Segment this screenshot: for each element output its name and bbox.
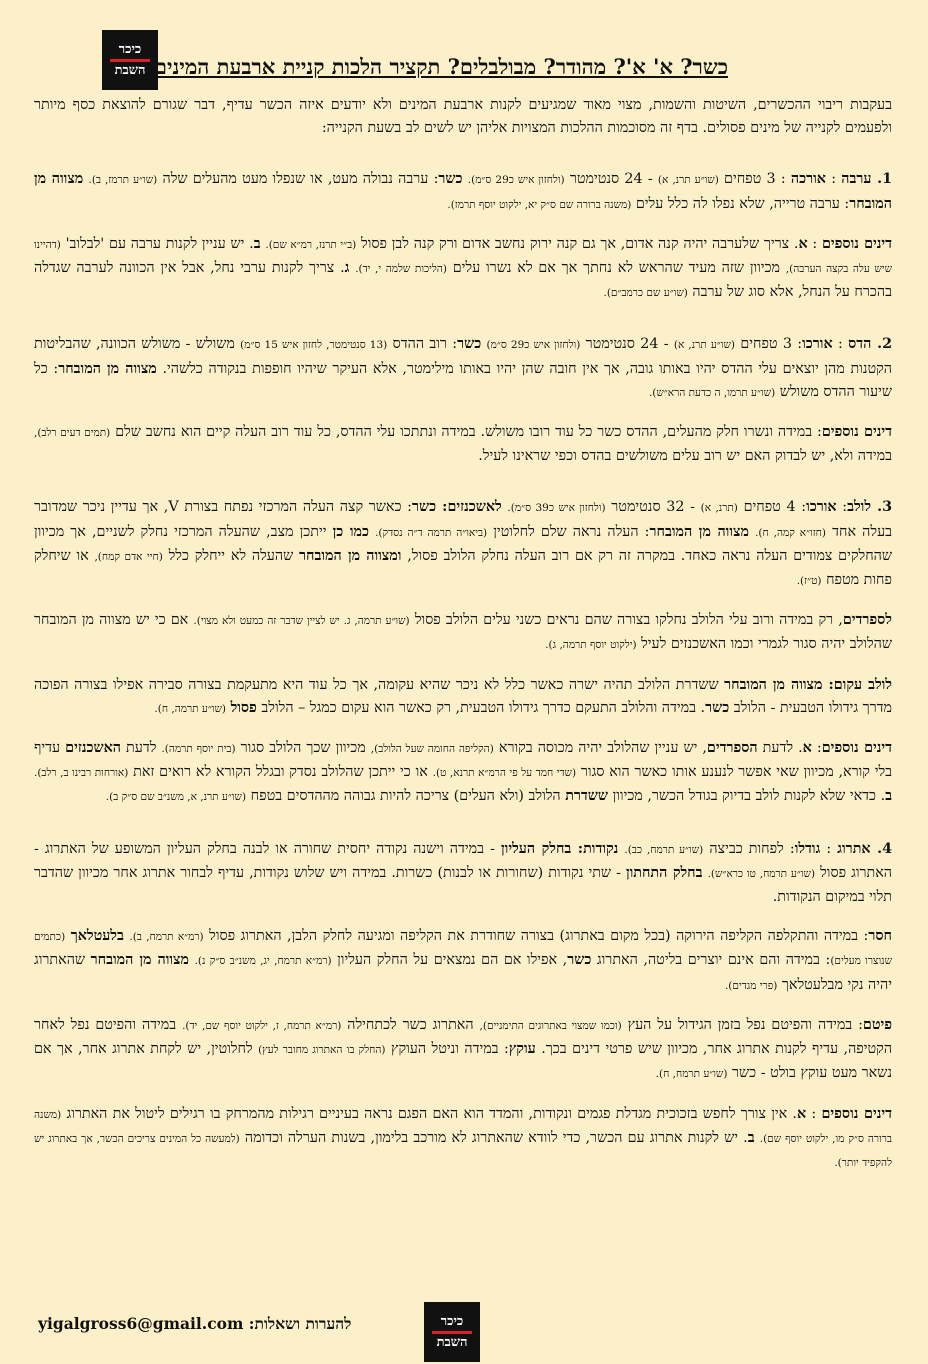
- arava-kosher-label: כשר: [438, 171, 463, 188]
- etrog-baletlach-text: : במידה והם אינם יוצרים בליטה, האתרוג: [596, 952, 831, 969]
- lulav-ashk-may-text2: שהעלה לא ייחלק כלל: [168, 547, 294, 564]
- lulav-extra-a-source4: (אורחות רבינו ב, רלב).: [34, 767, 129, 780]
- etrog-pitam-text2: האתרוג כשר לכתחילה: [347, 1016, 474, 1033]
- lulav-ashk-best-label: מצווה מן המובחר: [649, 523, 749, 540]
- etrog-pitam-source2: (רמ״א תרמח, ז, ילקוט יוסף שם, יד).: [182, 1019, 342, 1032]
- arava-best-label: מצווה מן המובחר: [34, 171, 892, 212]
- arava-extra-b-source: (דהיינו שיש עלה בקצה הערבה),: [34, 238, 893, 276]
- lulav-bent-paragraph: [34, 674, 892, 721]
- arava-extra-b-label: ב: [253, 235, 261, 252]
- lulav-extra-a-text: . לדעת: [762, 740, 803, 757]
- etrog-baletlach-best-label: מצווה מן המובחר: [90, 952, 189, 969]
- lulav-bent-source: (שו״ע תרמה, ח).: [154, 702, 227, 715]
- lulav-extra-b-text: . כדאי שלא לקנות לולב בדיוק בגודל הכשר, מכיוון: [612, 788, 886, 805]
- etrog-okets-label: עוקץ: [508, 1041, 536, 1058]
- page-title: כשר? א' א'? מהודר? מבולבלים? תקציר הלכות קניית ארבעת המינים:: [146, 54, 728, 79]
- etrog-pitam-paragraph: [34, 1014, 892, 1087]
- hadas-kosher-text2: משולש - משולש הכוונה, שהבליטות הקטנות מהן יוצאים עלי ההדס יהיו באותו גובה, אך אין חובה שהן יהיו באותו מילימטר, אלא העיקר שיהיו חופפות בנקודה כלשהי.: [34, 336, 892, 377]
- etrog-extra-a-text: . אין צורך לחפש בזכוכית מגדלת פגמים ונקודות, והמדד הוא האם הפגם נראה בעיניים רגילות מהמרחק בו רגילים ליטול את האתרוג: [66, 1105, 797, 1122]
- hadas-paragraph: 2. הדס : אורכו: 3 טפחים (שו״ע תרנ, א) - 24 סנטימטר (ולחזון איש כ29 ס״מ) כשר: רוב ההדס (13 סנטימטר, לחזון איש 15 ס״מ) משולש - משולש הכוונה, שהבליטות הקטנות מהן יוצאים עלי ההדס יהיו באותו גובה, אך אין חובה שהן יהיו באותו מילימטר, אלא העיקר שיהיו חופפות בנקודה כלשהי. מצווה מן המובחר: כל שיעור ההדס משולש (שו״ע תרמו, ה כדעת הרא״ש).: [34, 336, 893, 400]
- lulav-seph-text2: אם כי יש מצווה מן המובחר שהלולב יהיה סגור לגמרי וכמו האשכנזים לעיל: [34, 612, 892, 653]
- lulav-extra-paragraph: דינים נוספים: א. לדעת הספרדים, יש עניין שהלולב יהיה מכוסה בקורא (הקליפה החומה שעל הלולב), מכיוון שכך הלולב סגור (בית יוסף תרמה). לדעת האשכנזים עדיף בלי קורא, מכיוון שאי אפשר לנענע אותו כאשר הוא סגור (שדי חמד על פי הרמ״א תרנא, ט). או כי ייתכן שהלולב נסדק ובגלל הקורא לא רואים זאת (אורחות רבינו ב, רלב). ב. כדאי שלא לקנות לולב בדיוק בגודל הכשר, מכיוון ששדרת הלולב (ולא העלים) צריכה להיות גבוהה מההדסים בטפח (שו״ע תרנ, א, משנ״ב שם ס״ק ב).: [34, 740, 893, 805]
- lulav-paragraph: 3. לולב: אורכו: 4 טפחים (תרנ, א) - 32 סנטימטר (ולחזון איש כ39 ס״מ). לאשכנזים: כשר: כאשר קצה העלה המרכזי נפתח בצורת V, אך עדיין ניכר שמדובר בעלה אחד (חזו״א קמה, ח). מצווה מן המובחר: העלה נראה שלם לחלוטין (ביאו״ה תרמה ד״ה נסדק). כמו כן ייתכן מצב, שהעלה המרכזי נחלק לשניים, אך מכיוון שהחלקים צמודים העלה נראה כאחד. במקרה זה רק אם רוב העלה נחלק הלולב פסול, ומצווה מן המובחר שהעלה לא ייחלק כלל (חיי אדם קמח), או שיחלק פחות מטפח (ט״ז).: [34, 499, 893, 589]
- lulav-length-text: : 4 טפחים: [743, 499, 807, 516]
- arava-kosher-source: (שו״ע תרמז, ב).: [88, 174, 158, 187]
- lulav-ashk-may-text: ייתכן מצב, שהעלה המרכזי נחלק לשניים, אך מכיוון שהחלקים צמודים העלה נראה כאחד. במקרה זה רק אם רוב העלה נחלק הלולב פסול,: [34, 523, 893, 564]
- etrog-pitam-text: : במידה והפיטם נפל בזמן הגידול על העץ: [627, 1016, 863, 1033]
- hadas-kosher-source: (13 סנטימטר, לחזון איש 15 ס״מ): [240, 339, 388, 352]
- etrog-okets-source: (החלק בו האתרוג מחובר לעץ): [258, 1044, 386, 1057]
- lulav-extra-a-ashk: האשכנזים: [65, 740, 121, 757]
- arava-kosher-text: : ערבה נבולה מעט, או שנפלו מעט מהעלים שלה: [162, 171, 439, 188]
- footer-contact: [38, 1314, 351, 1334]
- hadas-heading: 2. הדס: [848, 336, 893, 353]
- arava-length-cm-source: (ולחזון איש כ29 ס״מ).: [467, 174, 565, 187]
- lulav-bent-text2: . במידה והלולב התעקם כדרך גידולו הטבעית, רק כאשר הוא עקום כמגל – הלולב: [261, 699, 706, 716]
- lulav-seph-source2: (ילקוט יוסף תרמה, ג).: [545, 639, 637, 652]
- lulav-extra-b-text2: הלולב (ולא העלים) צריכה להיות גבוהה מההדסים בטפח: [250, 788, 561, 805]
- arava-length-text: 3 טפחים: [724, 171, 776, 188]
- arava-extra-label: דינים נוספים: [821, 235, 893, 252]
- lulav-seph-label: לספרדים: [842, 612, 892, 629]
- document-body: [34, 94, 892, 1191]
- hadas-length-label: אורכו: [802, 336, 833, 353]
- hadas-extra-paragraph: [34, 421, 892, 468]
- etrog-baletlach-source2: (רמ״א תרמח, יג, משנ״ב ס״ק נ).: [194, 955, 332, 968]
- lulav-extra-a-text6: או כי ייתכן שהלולב נסדק ובגלל הקורא לא רואים זאת: [133, 764, 428, 781]
- etrog-extra-a-label: א: [796, 1105, 807, 1122]
- etrog-lower-text: - שתי נקודות (שחורות או לבנות) כשרות. במידה ויש שלוש נקודות, עדיף לבחור אתרוג אחר מכיוון שהדבר תלוי במיקום הנקודות.: [34, 864, 892, 906]
- hadas-extra-text2: במידה ולא, יש לבדוק האם יש רוב עלים משולשים בהדס וכפי שראינו לעיל.: [478, 448, 892, 465]
- lulav-length-cm-source: (ולחזון איש כ39 ס״מ).: [507, 502, 606, 515]
- arava-extra-b-text2: מכיוון שזה מעיד שהראש לא נחתך אך אם לא נשרו עלים: [452, 260, 780, 277]
- etrog-baletlach-label: בלעטלאך: [70, 928, 124, 945]
- etrog-extra-b-source: (למעשה כל המינים צריכים הכשר, אך באתרוג יש להקפיד יותר).: [34, 1132, 892, 1169]
- etrog-size-source: (שו״ע תרמח, כב).: [624, 843, 704, 856]
- arava-heading: 1. ערבה: [841, 171, 893, 188]
- logo-footer-divider: [432, 1331, 472, 1334]
- kikar-hashabat-logo-footer: [424, 1302, 480, 1362]
- hadas-length-cm-source: (ולחזון איש כ29 ס״מ): [486, 339, 581, 352]
- etrog-lower-label: בחלק התחתון: [625, 864, 703, 881]
- lulav-ashk-best-text: : העלה נראה שלם לחלוטין: [493, 523, 650, 540]
- etrog-dots-text: - במידה וישנה נקודה יחסית שחורה או לבנה בחלק העליון המשופע של האתרוג - האתרוג פסול: [34, 840, 893, 881]
- intro-paragraph: בעקבות ריבוי ההכשרים, השיטות והשמות, מצוי מאוד שמגיעים לקנות ארבעת המינים ולא יודעים איזה הכשר עדיף, דבר שגורם להוצאת כסף מיותר ולפעמים לקנייה של מינים פסולים. בדף זה מסוכמות ההלכות המצויות אליהן יש לשים לב בשעת הקנייה:: [34, 97, 892, 137]
- arava-extra-b-source2: (הליכות שלמה י, יד).: [355, 263, 447, 276]
- arava-length-cm: - 24 סנטימטר: [569, 171, 653, 188]
- arava-extra-c-text: צריך לקנות ערבי נחל, אבל אין הכוונה לערבה שגדלה בהכרח על הנחל, אלא סוג של ערבה: [34, 260, 892, 301]
- hadas-length-cm: - 24 סנטימטר: [585, 336, 669, 353]
- lulav-ashk-label: לאשכנזים: כשר: [411, 499, 502, 516]
- etrog-baletlach-best-source: (פרי מגדים).: [724, 979, 778, 992]
- lulav-bent-pasul: פסול: [230, 699, 257, 716]
- lulav-extra-a-text3: מכיוון שכך הלולב סגור: [240, 740, 366, 757]
- etrog-dots-source: (שו״ע תרמח, טו כרא״ש).: [707, 867, 816, 880]
- lulav-ashk-source: (חזו״א קמה, ח).: [755, 526, 826, 539]
- etrog-paragraph: 4. אתרוג : גודלו: לפחות כביצה (שו״ע תרמח, כב). נקודות: בחלק העליון - במידה וישנה נקודה יחסית שחורה או לבנה בחלק העליון המשופע של האתרוג - האתרוג פסול (שו״ע תרמח, טו כרא״ש). בחלק התחתון - שתי נקודות (שחורות או לבנות) כשרות. במידה ויש שלוש נקודות, עדיף לבחור אתרוג אחר מכיוון שהדבר תלוי במיקום הנקודות.: [34, 840, 893, 906]
- arava-extra-a-source: (ב״י תרנז, רמ״א שם).: [265, 238, 357, 251]
- etrog-okets-source2: (שו״ע תרמח, ח).: [655, 1068, 728, 1081]
- hadas-extra-text: : במידה ונשרו חלק מהעלים, ההדס כשר כל עוד רובו משולש. במידה ונתתכו עלי ההדס, כל עוד רוב העלה קיים הוא נחשב שלם: [115, 424, 822, 441]
- lulav-extra-a-source2: (בית יוסף תרמה).: [161, 743, 236, 756]
- lulav-extra-a-source3: (שדי חמד על פי הרמ״א תרנא, ט).: [432, 767, 577, 780]
- lulav-seph-source: (שו״ע תרמה, ג. יש לציין שדבר זה כמעט ולא מצוי).: [193, 615, 410, 628]
- lulav-extra-b-spine: ששדרת: [565, 788, 609, 805]
- etrog-heading: 4. אתרוג: [837, 840, 893, 857]
- etrog-extra-b-text: . יש לקנות אתרוג עם הכשר, כדי לוודא שהאתרוג לא מורכב בלימון, בשנות הערלה וכדומה: [244, 1129, 748, 1146]
- lulav-length-source: (תרנ, א): [700, 502, 738, 515]
- etrog-missing-source: (רמ״א תרמח, ב).: [129, 931, 204, 944]
- arava-extra-c-source: (שו״ע שם כרמב״ם).: [603, 287, 688, 300]
- hadas-kosher-text: : רוב ההדס: [392, 336, 458, 353]
- etrog-baletlach-text2: , אפילו אם הם נמצאים על החלק העליון: [337, 952, 568, 969]
- lulav-sephardim-paragraph: [34, 609, 892, 657]
- lulav-extra-a-label: א: [802, 740, 812, 757]
- etrog-size-text: : לפחות כביצה: [709, 840, 795, 857]
- lulav-length-cm: - 32 סנטימטר: [611, 499, 695, 516]
- footer-label: להערות ושאלות:: [248, 1314, 352, 1333]
- etrog-dots-label: נקודות: בחלק העליון: [501, 840, 619, 857]
- etrog-okets-text2: לחלוטין, יש לקחת אתרוג אחר, אך אם נשאר מעט עוקץ בולט - כשר: [34, 1041, 892, 1082]
- hadas-extra-source: (תמים דעים רלב),: [34, 427, 111, 440]
- lulav-ashk-best-source: (ביאו״ה תרמה ד״ה נסדק).: [375, 526, 488, 539]
- etrog-baletlach-best-text: שהאתרוג יהיה נקי מבלעטלאך: [34, 952, 892, 993]
- etrog-baletlach-source: (כתמים שנוצרו מעלים): [34, 931, 893, 968]
- arava-extra-b-text: יש עניין לקנות ערבה עם 'לבלוב': [65, 235, 245, 252]
- footer-email-link[interactable]: yigalgross6@gmail.com: [38, 1314, 244, 1333]
- lulav-bent-text: ששדרת הלולב תהיה ישרה כאשר כלל לא ניכר שהיא עקומה, אך כל עוד היא מתעקמת בצורה סבירה אפילו בצורה הפוכה מדרך גידולו הטבעית - הלולב: [34, 676, 892, 716]
- arava-length-label: אורכה: [790, 171, 826, 188]
- arava-extra-c-label: ג: [344, 260, 350, 277]
- etrog-pitam-source: (וכמו שמצוי באתרוגים התימניים),: [479, 1019, 622, 1032]
- etrog-size-label: גודלו: [794, 840, 821, 857]
- etrog-extra-b-label: ב: [747, 1129, 755, 1146]
- etrog-missing-paragraph: [34, 925, 892, 998]
- logo-footer-line-2: השבת: [436, 1334, 468, 1350]
- lulav-length-label: אורכו: [806, 499, 837, 516]
- etrog-baletlach-kosher: כשר: [567, 952, 592, 969]
- lulav-extra-a-text4: לדעת: [126, 740, 157, 757]
- etrog-extra-label: דינים נוספים: [821, 1105, 892, 1122]
- etrog-okets-text: : במידה וניטל העוקץ: [391, 1041, 509, 1058]
- hadas-best-source: (שו״ע תרמו, ה כדעת הרא״ש).: [648, 386, 776, 399]
- lulav-extra-a-seph: הספרדים: [706, 740, 758, 757]
- lulav-seph-text: , רק במידה ורוב עלי הלולב נחלקו בצורה שהם נראים כשני עלים הלולב פסול: [414, 612, 843, 629]
- arava-extra-a-text: צריך שלערבה יהיה קנה אדום, אך גם קנה ירוק נחשב אדום ורק קנה לבן פסול: [361, 235, 790, 252]
- hadas-extra-label: דינים נוספים: [821, 424, 893, 441]
- hadas-best-text: : כל שיעור ההדס משולש: [34, 360, 892, 400]
- lulav-ashk-may-source2: (ט״ז).: [796, 575, 822, 588]
- lulav-extra-a-text5: עדיף בלי קורא, מכיוון שאי אפשר לנענע אותו כאשר הוא סגור: [34, 740, 893, 781]
- etrog-pitam-text3: במידה והפיטם נפל לאחר הקטיפה, עדיף לקנות אתרוג אחר, מכיוון שיש פרטי דינים בכך.: [34, 1016, 893, 1058]
- lulav-extra-b-source: (שו״ע תרנ, א, משנ״ב שם ס״ק ב).: [105, 791, 247, 804]
- hadas-best-label: מצווה מן המובחר: [58, 360, 157, 377]
- lulav-ashk-may-text3: או שיחלק פחות מטפח: [34, 547, 892, 589]
- lulav-extra-b-label: ב: [885, 788, 892, 805]
- etrog-extra-paragraph: דינים נוספים : א. אין צורך לחפש בזכוכית מגדלת פגמים ונקודות, והמדד הוא האם הפגם נראה בעיניים רגילות מהמרחק בו רגילים ליטול את האתרוג (משנה ברורה ס״ק מו, ילקוט יוסף שם). ב. יש לקנות אתרוג עם הכשר, כדי לוודא שהאתרוג לא מורכב בלימון, בשנות הערלה וכדומה (למעשה כל המינים צריכים הכשר, אך באתרוג יש להקפיד יותר).: [34, 1105, 892, 1169]
- lulav-ashk-may-label: כמו כן: [332, 523, 369, 540]
- arava-extra-a-label: א: [798, 235, 808, 252]
- lulav-bent-label: לולב עקום: מצווה מן המובחר: [724, 676, 892, 693]
- hadas-length-text: : 3 טפחים: [740, 336, 803, 353]
- hadas-kosher-label: כשר: [457, 336, 482, 353]
- lulav-extra-label: דינים נוספים: [821, 740, 893, 757]
- etrog-pitam-label: פיטם: [862, 1016, 893, 1033]
- lulav-ashk-may-source: (חיי אדם קמח),: [94, 550, 163, 563]
- arava-extra-paragraph: דינים נוספים : א. צריך שלערבה יהיה קנה אדום, אך גם קנה ירוק נחשב אדום ורק קנה לבן פסול (ב״י תרנז, רמ״א שם). ב. יש עניין לקנות ערבה עם 'לבלוב' (דהיינו שיש עלה בקצה הערבה), מכיוון שזה מעיד שהראש לא נחתך אך אם לא נשרו עלים (הליכות שלמה י, יד). ג. צריך לקנות ערבי נחל, אבל אין הכוונה לערבה שגדלה בהכרח על הנחל, אלא סוג של ערבה (שו״ע שם כרמב״ם).: [34, 235, 893, 301]
- arava-paragraph: 1. ערבה : אורכה : 3 טפחים (שו״ע תרנ, א) - 24 סנטימטר (ולחזון איש כ29 ס״מ). כשר: ערבה נבולה מעט, או שנפלו מעט מהעלים שלה (שו״ע תרמז, ב). מצווה מן המובחר: ערבה טרייה, שלא נפלו לה כלל עלים (משנה ברורה שם ס״ק יא, ילקוט יוסף תרמז).: [34, 171, 893, 212]
- lulav-heading: 3. לולב: [847, 499, 893, 516]
- logo-line-1: כיכר: [118, 41, 142, 57]
- lulav-ashk-text: : כאשר קצה העלה המרכזי נפתח בצורת V, אך עדיין ניכר שמדובר בעלה אחד: [34, 499, 893, 540]
- etrog-extra-a-source: (משנה ברורה ס״ק מו, ילקוט יוסף שם).: [34, 1108, 892, 1145]
- hadas-length-source: (שו״ע תרנ, א): [673, 339, 735, 352]
- arava-best-source: (משנה ברורה שם ס״ק יא, ילקוט יוסף תרמז).: [447, 198, 632, 211]
- etrog-missing-text: : במידה והתקלפה הקליפה הירוקה (בכל מקום באתרוג) בצורה שחודרת את הקליפה ומגיעה לחלק הלבן, האתרוג פסול: [209, 928, 869, 945]
- etrog-missing-label: חסר: [868, 928, 892, 945]
- lulav-bent-kosher: כשר: [705, 699, 730, 716]
- lulav-extra-a-source: (הקליפה החומה שעל הלולב),: [370, 743, 494, 756]
- arava-best-text: : ערבה טרייה, שלא נפלו לה כלל עלים: [635, 195, 850, 212]
- arava-length-source: (שו״ע תרנ, א): [657, 174, 719, 187]
- logo-line-2: השבת: [114, 62, 146, 78]
- logo-footer-line-1: כיכר: [440, 1313, 464, 1329]
- lulav-ashk-may-best: ומצווה מן המובחר: [299, 547, 402, 564]
- lulav-extra-a-text2: , יש עניין שהלולב יהיה מכוסה בקורא: [498, 740, 707, 757]
